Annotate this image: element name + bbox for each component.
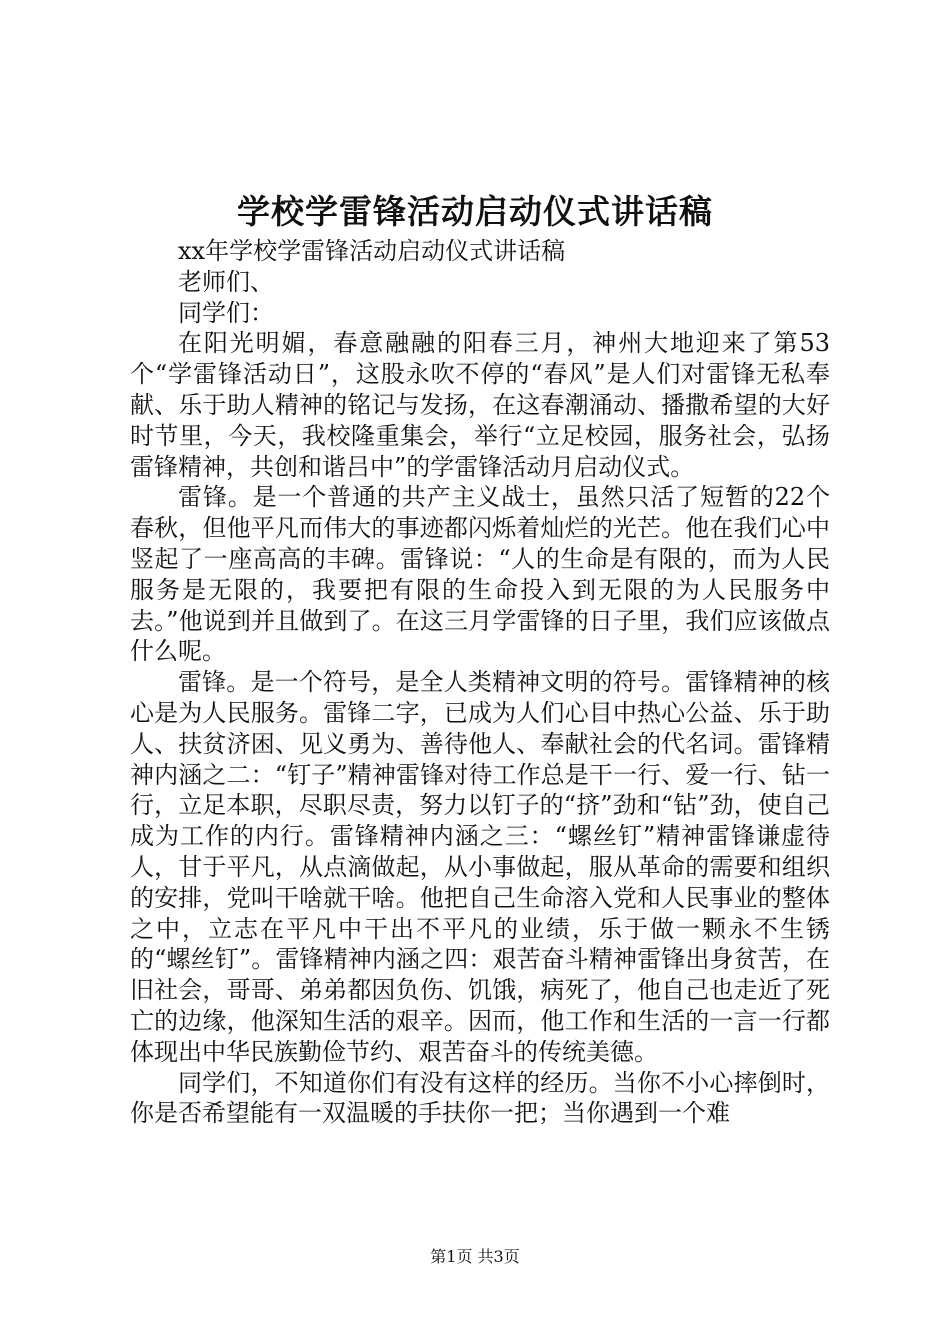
page-footer: 第1页 共3页 [430, 1247, 520, 1266]
document-title: 学校学雷锋活动启动仪式讲话稿 [237, 192, 713, 231]
document-body [130, 236, 830, 1129]
paragraph-heading: xx年学校学雷锋活动启动仪式讲话稿 [178, 237, 566, 265]
paragraph: 在阳光明媚，春意融融的阳春三月，神州大地迎来了第53个“学雷锋活动日”，这股永吹不停的“春风”是人们对雷锋无私奉献、乐于助人精神的铭记与发扬，在这春潮涌动、播撒希望的大好时节里，今天，我校隆重集会，举行“立足校园，服务社会，弘扬雷锋精神，共创和谐吕中”的学雷锋活动月启动仪式。 [130, 329, 830, 481]
paragraph-salutation-students: 同学们： [178, 298, 274, 327]
paragraph: 雷锋。是一个普通的共产主义战士，虽然只活了短暂的22个春秋，但他平凡而伟大的事迹都闪烁着灿烂的光芒。他在我们心中竖起了一座高高的丰碑。雷锋说：“人的生命是有限的，而为人民服务是无限的，我要把有限的生命投入到无限的为人民服务中去。”他说到并且做到了。在这三月学雷锋的日子里，我们应该做点什么呢。 [130, 483, 830, 666]
paragraph: 同学们，不知道你们有没有这样的经历。当你不小心摔倒时，你是否希望能有一双温暖的手扶你一把；当你遇到一个难 [130, 1068, 830, 1128]
paragraph-salutation-teachers: 老师们、 [178, 267, 274, 296]
paragraph: 雷锋。是一个符号，是全人类精神文明的符号。雷锋精神的核心是为人民服务。雷锋二字，已成为人们心目中热心公益、乐于助人、扶贫济困、见义勇为、善待他人、奉献社会的代名词。雷锋精神内涵之二：“钉子”精神雷锋对待工作总是干一行、爱一行、钻一行，立足本职，尽职尽责，努力以钉子的“挤”劲和“钻”劲，使自己成为工作的内行。雷锋精神内涵之三：“螺丝钉”精神雷锋谦虚待人，甘于平凡，从点滴做起，从小事做起，服从革命的需要和组织的安排，党叫干啥就干啥。他把自己生命溶入党和人民事业的整体之中，立志在平凡中干出不平凡的业绩，乐于做一颗永不生锈的“螺丝钉”。雷锋精神内涵之四：艰苦奋斗精神雷锋出身贫苦，在旧社会，哥哥、弟弟都因负伤、饥饿，病死了，他自己也走近了死亡的边缘，他深知生活的艰辛。因而，他工作和生活的一言一行都体现出中华民族勤俭节约、艰苦奋斗的传统美德。 [130, 668, 830, 1066]
